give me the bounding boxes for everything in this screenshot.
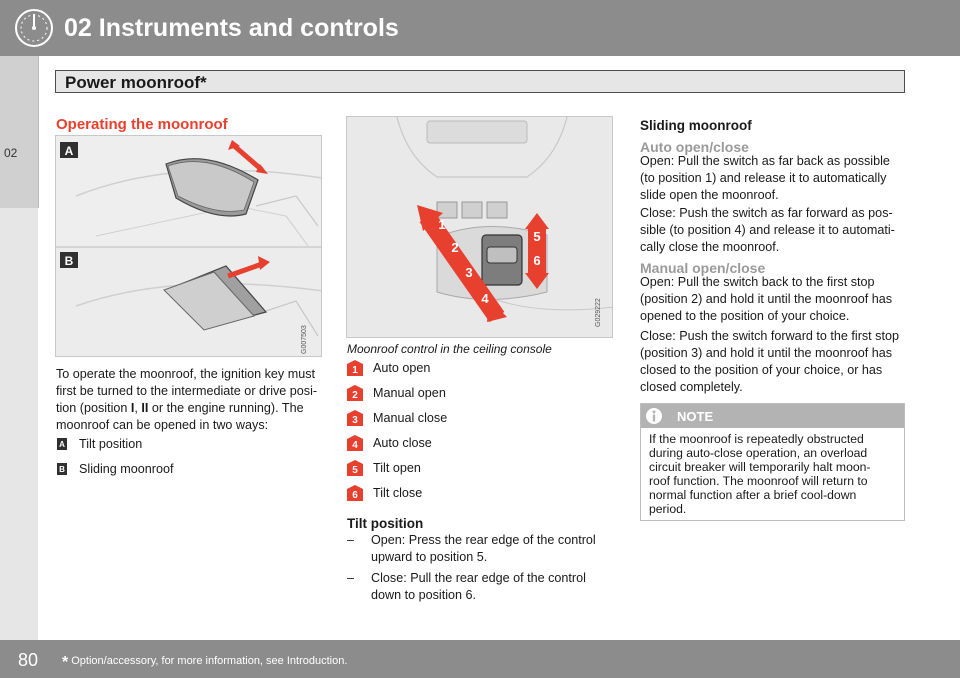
list-item <box>347 434 432 452</box>
bullet-text <box>371 570 611 604</box>
bullet-text <box>371 532 611 566</box>
note-line: If the moonroof is repeatedly obstructed <box>649 432 864 446</box>
sliding-heading: Sliding moonroof <box>640 118 752 133</box>
footnote <box>62 654 347 672</box>
chapter-title: 02 Instruments and controls <box>64 14 399 42</box>
note-line: circuit breaker will temporarily halt moon- <box>649 460 871 474</box>
info-icon <box>645 407 663 425</box>
badge-3: 3 <box>465 265 473 280</box>
svg-text:5: 5 <box>352 465 358 476</box>
auto-close-paragraph <box>640 205 910 256</box>
bullet-dash: – <box>347 533 355 547</box>
auto-open-paragraph <box>640 153 910 204</box>
list-item <box>347 409 447 427</box>
number-badge-icon <box>347 485 363 501</box>
intro-line <box>56 400 326 417</box>
note-line: roof function. The moonroof will return to <box>649 474 868 488</box>
item-label: Tilt close <box>373 486 423 500</box>
intro-fragment: tion (position <box>56 401 131 415</box>
number-badge-icon <box>347 435 363 451</box>
text-line: sible (to position 4) and release it to automati- <box>640 223 895 237</box>
speedometer-icon <box>14 8 54 48</box>
text-line: Close: Push the switch as far forward as pos- <box>640 206 893 220</box>
intro-line: To operate the moonroof, the ignition key must <box>56 367 316 381</box>
item-label: Auto open <box>373 361 431 375</box>
section-title: Power moonroof* <box>65 73 207 92</box>
intro-line: first be turned to the intermediate or drive posi- <box>56 384 318 398</box>
manual-close-paragraph <box>640 328 910 396</box>
note-title: NOTE <box>677 409 714 424</box>
item-label: Tilt position <box>79 437 143 451</box>
svg-text:1: 1 <box>352 365 358 376</box>
note-header <box>641 404 904 428</box>
number-badge-icon <box>347 360 363 376</box>
figure-caption: Moonroof control in the ceiling console <box>347 342 552 356</box>
badge-a: A <box>57 438 67 450</box>
list-item <box>347 359 430 377</box>
bullet-line: Close: Pull the rear edge of the control <box>371 571 586 585</box>
intro-line: moonroof can be opened in two ways: <box>56 418 269 432</box>
auto-subhead: Auto open/close <box>640 139 749 155</box>
position-i: I <box>130 401 135 415</box>
list-item <box>57 460 174 478</box>
section-bar <box>55 70 905 93</box>
note-line: normal function after a brief cool-down <box>649 488 857 502</box>
intro-fragment: or the engine running). The <box>148 401 304 415</box>
page-number: 80 <box>18 650 39 670</box>
note-line: period. <box>649 502 687 516</box>
intro-fragment: , <box>134 401 142 415</box>
bullet-item <box>347 570 617 606</box>
footnote-text: Option/accessory, for more information, see Introduction. <box>71 655 348 667</box>
text-line: slide open the moonroof. <box>640 188 779 202</box>
page-footer <box>0 640 960 678</box>
note-line: during auto-close operation, an overload <box>649 446 868 460</box>
text-line: cally close the moonroof. <box>640 240 780 254</box>
badge-2: 2 <box>451 240 459 255</box>
list-item <box>347 384 446 402</box>
side-tab-divider <box>38 56 39 208</box>
note-text <box>649 432 899 516</box>
text-line: opened to the position of your choice. <box>640 309 850 323</box>
svg-text:4: 4 <box>352 440 358 451</box>
text-line: (to position 1) and release it to automatically <box>640 171 887 185</box>
figure-code: G029222 <box>595 298 602 327</box>
list-item <box>347 459 421 477</box>
note-box <box>640 403 905 521</box>
text-line: (position 2) and hold it until the moonroof has <box>640 292 893 306</box>
list-item <box>57 435 142 453</box>
footnote-star: * <box>62 654 69 671</box>
side-tab-active <box>0 56 38 208</box>
text-line: closed to the position of your choice, or has <box>640 363 883 377</box>
bullet-line: down to position 6. <box>371 588 477 602</box>
intro-paragraph <box>56 366 326 434</box>
badge-1: 1 <box>438 217 446 232</box>
item-label: Manual close <box>373 411 448 425</box>
bullet-line: Open: Press the rear edge of the control <box>371 533 596 547</box>
bullet-line: upward to position 5. <box>371 550 488 564</box>
list-item <box>347 484 422 502</box>
page-header <box>0 0 960 56</box>
text-line: (position 3) and hold it until the moonroof has <box>640 346 893 360</box>
manual-subhead: Manual open/close <box>640 260 766 276</box>
number-badge-icon <box>347 385 363 401</box>
ceiling-console-illustration <box>347 117 613 338</box>
text-line: Open: Pull the switch as far back as possible <box>640 154 890 168</box>
figure-label-b: B <box>64 254 74 268</box>
svg-text:2: 2 <box>352 390 358 401</box>
bullet-item <box>347 532 617 568</box>
bullet-dash: – <box>347 571 355 585</box>
figure-label-a: A <box>64 144 74 158</box>
svg-text:6: 6 <box>352 490 358 501</box>
number-badge-icon <box>347 410 363 426</box>
operating-heading: Operating the moonroof <box>56 116 228 133</box>
item-label: Auto close <box>373 436 432 450</box>
badge-4: 4 <box>481 291 489 306</box>
moonroof-positions-figure <box>55 135 322 357</box>
item-label: Manual open <box>373 386 446 400</box>
text-line: Close: Push the switch forward to the first stop <box>640 329 899 343</box>
badge-6: 6 <box>533 253 541 268</box>
position-ii: II <box>141 401 149 415</box>
badge-5: 5 <box>533 229 541 244</box>
manual-open-paragraph <box>640 274 910 325</box>
item-label: Sliding moonroof <box>79 462 174 476</box>
ceiling-console-figure <box>346 116 613 338</box>
badge-b: B <box>57 463 67 475</box>
text-line: closed completely. <box>640 380 743 394</box>
moonroof-illustration <box>56 136 322 357</box>
item-label: Tilt open <box>373 461 421 475</box>
number-badge-icon <box>347 460 363 476</box>
svg-text:3: 3 <box>352 415 358 426</box>
tilt-heading: Tilt position <box>347 516 424 531</box>
side-tab-label: 02 <box>4 146 18 160</box>
figure-code: G007503 <box>301 325 308 354</box>
text-line: Open: Pull the switch back to the first stop <box>640 275 875 289</box>
